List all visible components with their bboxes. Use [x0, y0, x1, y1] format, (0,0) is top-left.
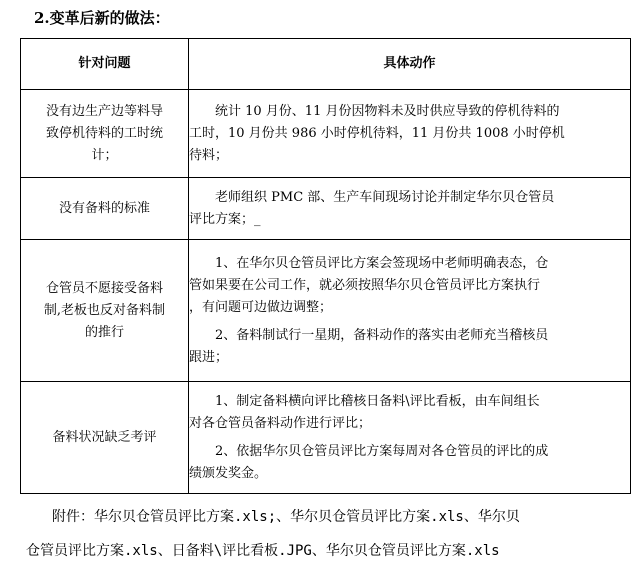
- issue-line: 计；: [91, 147, 118, 163]
- issue-cell: [21, 90, 189, 178]
- action-line: 1、在华尔贝仓管员评比方案会签现场中老师明确表态，仓: [215, 255, 549, 271]
- issue-line: 仓管员不愿接受备料: [45, 280, 163, 296]
- issue-line: 致停机待料的工时统: [45, 125, 163, 141]
- action-cell: [189, 90, 631, 178]
- action-line: 老师组织 PMC 部、生产车间现场讨论并制定华尔贝仓管员: [215, 189, 555, 205]
- issue-line: 没有备料的标准: [58, 200, 150, 216]
- attachments: [26, 500, 630, 568]
- issue-line: 备料状况缺乏考评: [52, 429, 157, 445]
- action-line: 1、制定备料横向评比稽核日备料\评比看板，由车间组长: [215, 393, 540, 409]
- action-cell: [189, 240, 631, 382]
- action-line: 对各仓管员备料动作进行评比；: [189, 415, 372, 431]
- action-line: 待料；: [189, 147, 229, 163]
- action-line: 2、备料制试行一星期，备料动作的落实由老师充当稽核员: [215, 327, 549, 343]
- header-action: 具体动作: [189, 39, 631, 90]
- table-header-row: [21, 39, 631, 90]
- action-line: 工时，10 月份共 986 小时停机待料，11 月份共 1008 小时停机: [189, 125, 565, 141]
- issue-line: 制,老板也反对备料制: [43, 302, 166, 318]
- issue-line: 的推行: [84, 324, 124, 340]
- action-line: 评比方案；_: [189, 211, 261, 227]
- issue-cell: [21, 382, 189, 494]
- header-issue: 针对问题: [21, 39, 189, 90]
- action-cell: [189, 382, 631, 494]
- action-line: ，有问题可边做边调整；: [189, 299, 333, 315]
- issue-cell: [21, 178, 189, 240]
- table-row: [21, 178, 631, 240]
- attachments-line: 仓管员评比方案.xls、日备料\评比看板.JPG、华尔贝仓管员评比方案.xls: [26, 543, 500, 559]
- action-line: 管如果要在公司工作，就必须按照华尔贝仓管员评比方案执行: [189, 277, 541, 293]
- action-line: 跟进；: [189, 349, 229, 365]
- table-row: [21, 240, 631, 382]
- table-row: [21, 382, 631, 494]
- issue-cell: [21, 240, 189, 382]
- action-line: 统计 10 月份、11 月份因物料未及时供应导致的停机待料的: [215, 103, 560, 119]
- action-line: 绩颁发奖金。: [189, 465, 268, 481]
- table-row: [21, 90, 631, 178]
- action-cell: [189, 178, 631, 240]
- issue-line: 没有边生产边等料导: [45, 103, 163, 119]
- section-heading: 2.变革后新的做法：: [34, 9, 170, 27]
- attachments-line: 附件：华尔贝仓管员评比方案.xls;、华尔贝仓管员评比方案.xls、华尔贝: [52, 509, 520, 525]
- action-line: 2、依据华尔贝仓管员评比方案每周对各仓管员的评比的成: [215, 443, 549, 459]
- practice-table: [20, 38, 631, 494]
